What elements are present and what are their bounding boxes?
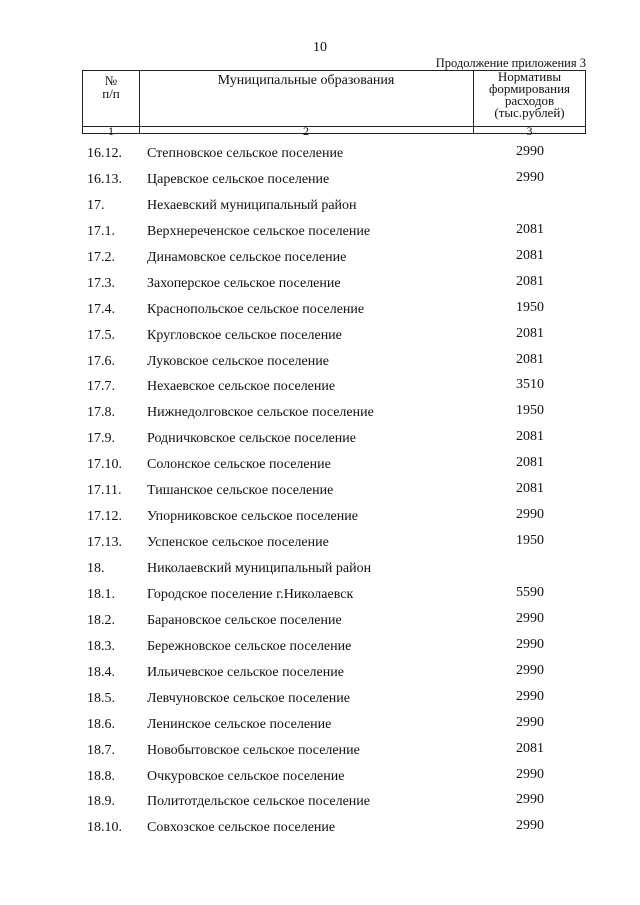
row-number: 18.4.: [87, 664, 115, 680]
row-norm-value: 2081: [516, 247, 544, 263]
header-col-number-line1: №: [104, 73, 118, 88]
row-number: 17.: [87, 197, 105, 213]
header-col-index-2: 2: [303, 124, 309, 138]
header-col-municipalities: Муниципальные образования: [217, 73, 395, 88]
row-number: 17.3.: [87, 275, 115, 291]
row-number: 16.13.: [87, 171, 122, 187]
row-number: 18.8.: [87, 768, 115, 784]
row-norm-value: 2081: [516, 351, 544, 367]
table-row: [0, 507, 640, 533]
row-municipality-name: Степновское сельское поселение: [147, 146, 344, 161]
row-municipality-name: Политотдельское сельское поселение: [147, 794, 370, 810]
row-municipality-name: Городское поселение г.Николаевск: [147, 586, 354, 602]
row-norm-value: 2081: [516, 429, 544, 445]
row-number: 17.5.: [87, 327, 115, 343]
row-number: 18.1.: [87, 586, 115, 602]
row-municipality-name: Упорниковское сельское поселение: [147, 509, 358, 525]
row-number: 17.11.: [87, 483, 122, 499]
row-number: 18.7.: [87, 742, 115, 758]
row-norm-value: 1950: [516, 403, 544, 419]
header-col-number-line2: п/п: [102, 86, 120, 101]
row-municipality-name: Тишанское сельское поселение: [147, 483, 334, 499]
table-row: [0, 377, 640, 403]
row-municipality-name: Царевское сельское поселение: [147, 171, 330, 187]
row-norm-value: 2990: [516, 818, 544, 834]
row-norm-value: 2990: [516, 662, 544, 678]
table-body: [0, 144, 640, 844]
row-municipality-name: Успенское сельское поселение: [147, 535, 329, 551]
row-municipality-name: Новобытовское сельское поселение: [147, 742, 360, 758]
row-number: 17.6.: [87, 353, 115, 369]
row-norm-value: 2990: [516, 636, 544, 652]
row-number: 17.1.: [87, 223, 115, 239]
row-norm-value: 2990: [516, 144, 544, 159]
header-col-norms-line4: (тыс.рублей): [494, 105, 565, 120]
row-norm-value: 1950: [516, 299, 544, 315]
header-col-number: [83, 74, 139, 100]
row-norm-value: 2081: [516, 481, 544, 497]
row-municipality-name: Кругловское сельское поселение: [147, 327, 342, 343]
row-municipality-name: Барановское сельское поселение: [147, 612, 342, 628]
table-row: [0, 300, 640, 326]
header-col-norms-line2: формирования: [488, 81, 571, 96]
row-norm-value: 2081: [516, 740, 544, 756]
header-col-index-1: 1: [108, 124, 114, 138]
header-col-norms-line1: Нормативы: [497, 69, 562, 84]
page-number: 10: [313, 40, 327, 55]
table-row: [0, 170, 640, 196]
table-row: [0, 144, 640, 170]
row-norm-value: 2990: [516, 792, 544, 808]
table-row: [0, 637, 640, 663]
row-number: 17.10.: [87, 457, 122, 473]
row-number: 17.2.: [87, 249, 115, 265]
header-col-index-3: 3: [526, 124, 533, 138]
row-municipality-name: Динамовское сельское поселение: [147, 249, 347, 265]
row-number: 16.12.: [87, 146, 122, 161]
row-number: 17.4.: [87, 301, 115, 317]
row-norm-value: 1950: [516, 533, 544, 549]
row-municipality-name: Бережновское сельское поселение: [147, 638, 352, 654]
row-norm-value: 2990: [516, 766, 544, 782]
row-municipality-name: Луковское сельское поселение: [147, 353, 329, 369]
row-municipality-name: Родничковское сельское поселение: [147, 431, 356, 447]
table-row: [0, 611, 640, 637]
row-number: 18.3.: [87, 638, 115, 654]
table-row: [0, 818, 640, 844]
row-norm-value: 2081: [516, 273, 544, 289]
table-row: [0, 248, 640, 274]
row-norm-value: 2081: [516, 455, 544, 471]
row-number: 17.13.: [87, 535, 122, 551]
table-row: [0, 481, 640, 507]
table-row: [0, 274, 640, 300]
row-norm-value: 2081: [516, 221, 544, 237]
row-norm-value: 2081: [516, 325, 544, 341]
row-municipality-name: Ильичевское сельское поселение: [147, 664, 344, 680]
table-row: [0, 715, 640, 741]
row-norm-value: 2990: [516, 688, 544, 704]
header-col-norms: [473, 71, 586, 119]
row-number: 17.8.: [87, 405, 115, 421]
row-number: 18.9.: [87, 794, 115, 810]
table-row: [0, 352, 640, 378]
table-row: [0, 222, 640, 248]
table-row: [0, 741, 640, 767]
row-municipality-name: Нехаевское сельское поселение: [147, 379, 336, 395]
table-row: [0, 455, 640, 481]
row-municipality-name: Нижнедолговское сельское поселение: [147, 405, 374, 421]
row-number: 18.5.: [87, 690, 115, 706]
table-header: [82, 69, 586, 138]
table-row: [0, 585, 640, 611]
row-number: 18.: [87, 561, 105, 576]
row-municipality-name: Солонское сельское поселение: [147, 457, 331, 473]
row-municipality-name: Ленинское сельское поселение: [147, 716, 332, 732]
header-col-norms-line3: расходов: [504, 93, 555, 108]
row-number: 17.9.: [87, 431, 115, 447]
row-municipality-name: Краснопольское сельское поселение: [147, 301, 365, 317]
table-row: [0, 326, 640, 352]
row-number: 18.10.: [87, 820, 122, 836]
row-municipality-name: Очкуровское сельское поселение: [147, 768, 345, 784]
table-row: [0, 196, 640, 222]
row-municipality-name: Захоперское сельское поселение: [147, 275, 341, 291]
table-row: [0, 403, 640, 429]
table-row: [0, 767, 640, 793]
row-number: 18.6.: [87, 716, 115, 732]
table-row: [0, 792, 640, 818]
row-number: 17.7.: [87, 379, 115, 395]
table-row: [0, 663, 640, 689]
row-norm-value: 2990: [516, 169, 544, 185]
row-municipality-name: Нехаевский муниципальный район: [147, 197, 357, 213]
row-norm-value: 5590: [516, 584, 544, 600]
row-municipality-name: Совхозское сельское поселение: [147, 820, 336, 836]
row-norm-value: 3510: [516, 377, 544, 393]
row-municipality-name: Николаевский муниципальный район: [147, 561, 372, 576]
row-norm-value: 2990: [516, 507, 544, 523]
row-municipality-name: Верхнереченское сельское поселение: [147, 223, 371, 239]
row-number: 18.2.: [87, 612, 115, 628]
table-row: [0, 559, 640, 585]
continuation-note: Продолжение приложения 3: [435, 56, 586, 70]
table-row: [0, 689, 640, 715]
row-municipality-name: Левчуновское сельское поселение: [147, 690, 350, 706]
row-norm-value: 2990: [516, 610, 544, 626]
row-norm-value: 2990: [516, 714, 544, 730]
table-row: [0, 533, 640, 559]
row-number: 17.12.: [87, 509, 122, 525]
table-row: [0, 429, 640, 455]
